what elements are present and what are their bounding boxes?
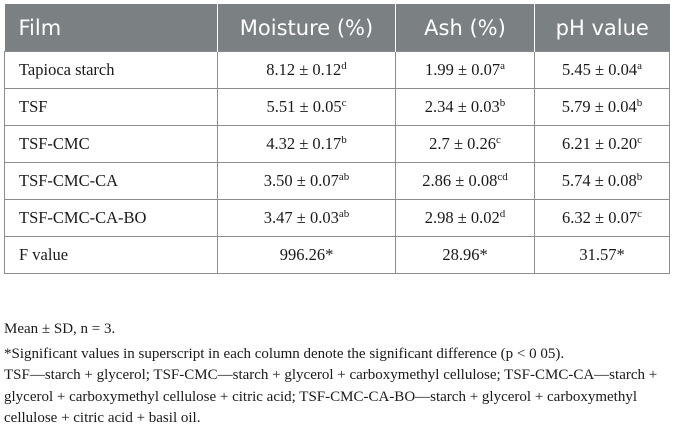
cell-value: 6.21 ± 0.20 <box>562 134 638 153</box>
cell-moisture <box>218 200 396 237</box>
cell-film: F value <box>5 237 218 274</box>
cell-superscript: b <box>499 97 506 109</box>
cell-ash <box>396 126 535 163</box>
cell-superscript: b <box>636 171 643 183</box>
cell-moisture <box>218 237 396 274</box>
cell-ph <box>535 237 670 274</box>
header-moisture: Moisture (%) <box>218 4 396 52</box>
cell-superscript: c <box>637 208 642 220</box>
table-row <box>5 52 670 89</box>
cell-value: 31.57* <box>579 245 625 264</box>
cell-superscript: a <box>500 60 505 72</box>
cell-superscript: d <box>341 60 347 72</box>
cell-superscript: b <box>341 134 347 146</box>
table-row <box>5 200 670 237</box>
cell-value: 6.32 ± 0.07 <box>562 208 638 227</box>
cell-film: TSF-CMC-CA-BO <box>5 200 218 237</box>
table-body <box>5 52 670 274</box>
cell-moisture <box>218 89 396 126</box>
cell-ash <box>396 52 535 89</box>
cell-value: 5.74 ± 0.08 <box>561 171 637 190</box>
cell-value: 5.79 ± 0.04 <box>561 97 637 116</box>
cell-moisture <box>218 52 396 89</box>
cell-ash <box>396 237 535 274</box>
header-ph: pH value <box>535 4 670 52</box>
cell-ph <box>535 163 670 200</box>
cell-ash <box>396 163 535 200</box>
cell-ph <box>535 200 670 237</box>
footnote-abbreviations: TSF—starch + glycerol; TSF-CMC—starch + glycerol + carboxymethyl cellulose; TSF-CMC-CA—starch + glycerol + carboxymethyl cellulose + citric acid; TSF-CMC-CA-BO—starch + glycerol + carboxymethyl cellulose + citric acid + basil oil. <box>4 367 658 426</box>
cell-superscript: ab <box>338 171 350 183</box>
table-footnotes <box>4 319 669 430</box>
cell-superscript: ab <box>338 208 350 220</box>
cell-superscript: c <box>341 97 347 109</box>
header-film: Film <box>5 4 218 52</box>
header-ash: Ash (%) <box>396 4 535 52</box>
footnote-significance: *Significant values in superscript in each column denote the significant difference (p < 0 05). <box>4 345 565 362</box>
cell-moisture <box>218 126 396 163</box>
cell-film: TSF-CMC <box>5 126 218 163</box>
header-row <box>5 4 670 52</box>
cell-value: 8.12 ± 0.12 <box>266 60 342 79</box>
cell-film: TSF <box>5 89 218 126</box>
cell-value: 28.96* <box>442 245 488 264</box>
cell-value: 5.51 ± 0.05 <box>266 97 342 116</box>
cell-value: 1.99 ± 0.07 <box>425 60 501 79</box>
cell-superscript: c <box>637 134 642 146</box>
cell-moisture <box>218 163 396 200</box>
table-row <box>5 126 670 163</box>
cell-ash <box>396 200 535 237</box>
cell-value: 2.7 ± 0.26 <box>429 134 496 153</box>
cell-superscript: cd <box>497 171 508 183</box>
cell-film: TSF-CMC-CA <box>5 163 218 200</box>
cell-value: 2.34 ± 0.03 <box>424 97 500 116</box>
cell-ash <box>396 89 535 126</box>
cell-value: 2.98 ± 0.02 <box>424 208 500 227</box>
cell-value: 5.45 ± 0.04 <box>562 60 638 79</box>
table-header <box>5 4 670 52</box>
cell-value: 3.47 ± 0.03 <box>263 208 339 227</box>
cell-film: Tapioca starch <box>5 52 218 89</box>
cell-superscript: a <box>637 60 642 72</box>
data-table-container <box>4 4 669 274</box>
cell-value: 996.26* <box>279 245 334 264</box>
cell-superscript: b <box>636 97 643 109</box>
table-row <box>5 163 670 200</box>
cell-superscript: d <box>499 208 506 220</box>
footnote-mean: Mean ± SD, n = 3. <box>4 321 116 337</box>
cell-value: 2.86 ± 0.08 <box>422 171 498 190</box>
film-properties-table <box>4 4 670 274</box>
cell-value: 4.32 ± 0.17 <box>266 134 342 153</box>
cell-value: 3.50 ± 0.07 <box>263 171 339 190</box>
cell-ph <box>535 89 670 126</box>
table-row <box>5 89 670 126</box>
cell-superscript: c <box>495 134 501 146</box>
cell-ph <box>535 52 670 89</box>
cell-ph <box>535 126 670 163</box>
table-row-f-value <box>5 237 670 274</box>
